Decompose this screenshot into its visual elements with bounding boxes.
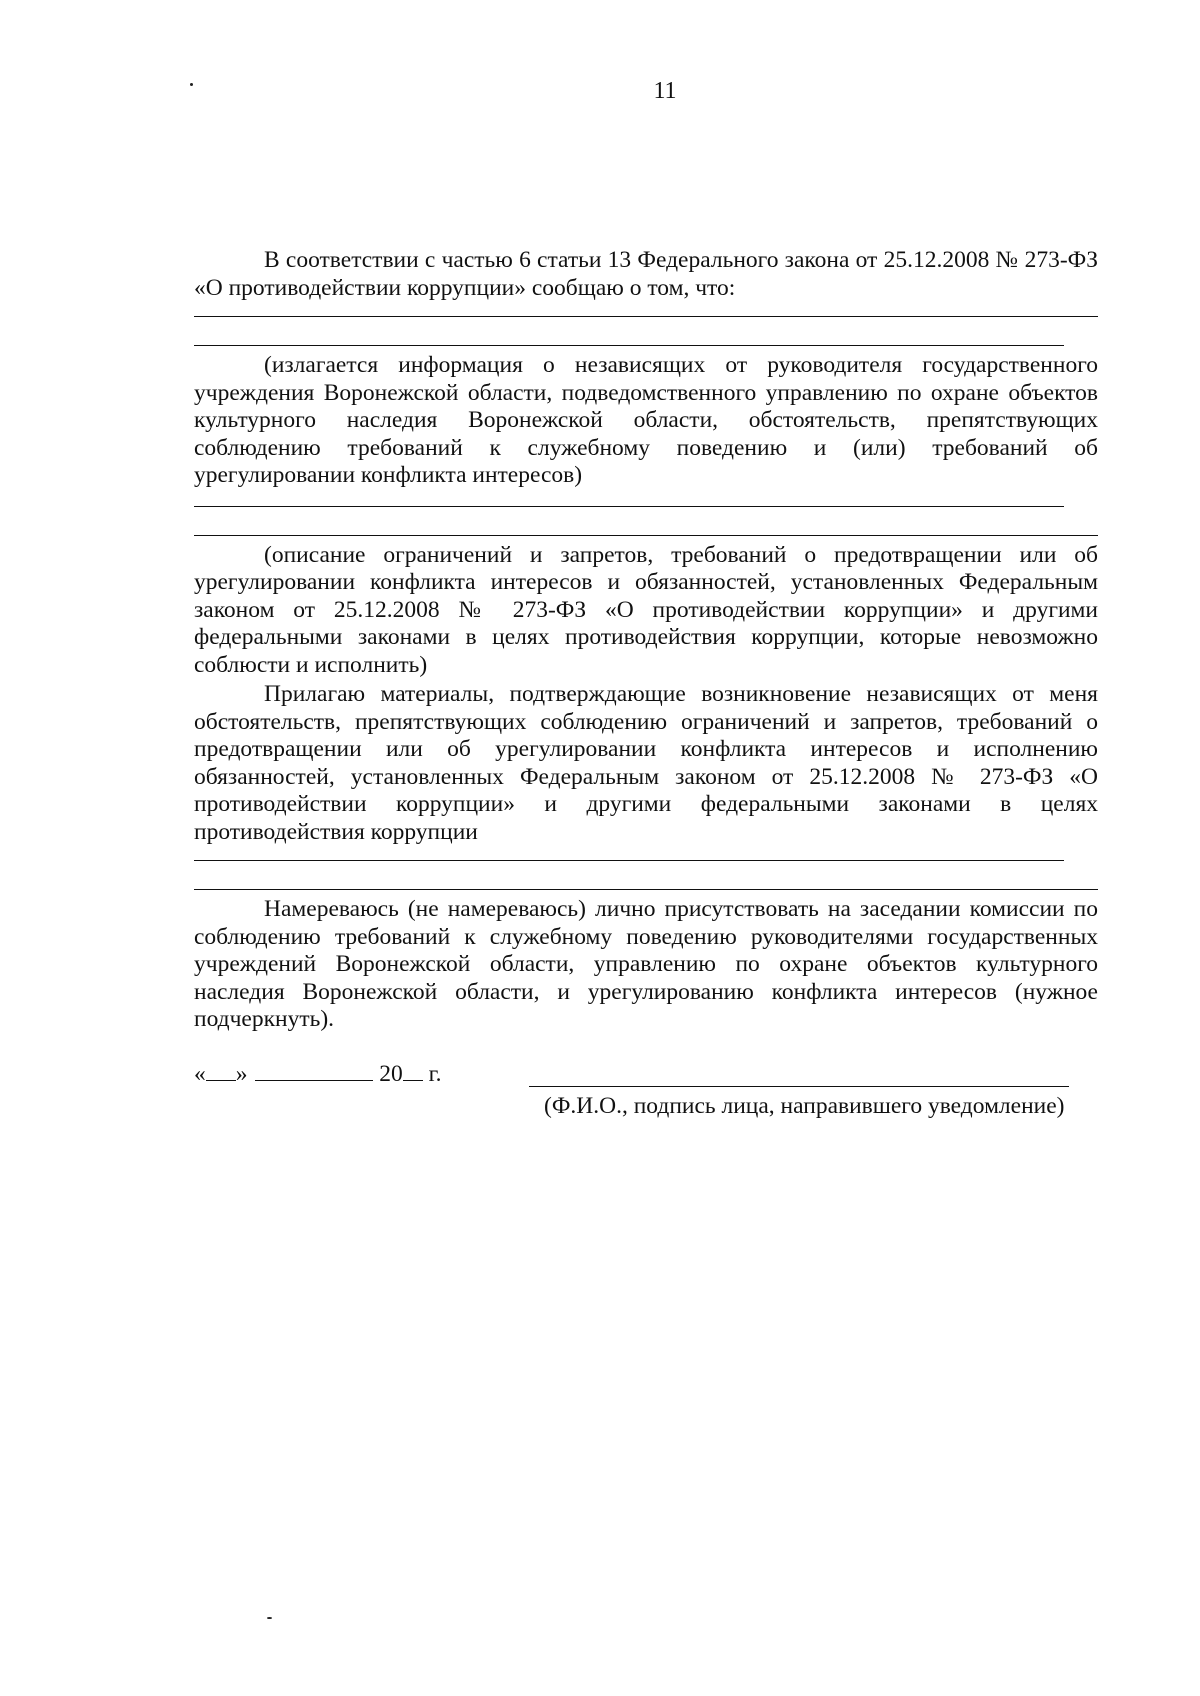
year-prefix: 20 xyxy=(379,1060,403,1087)
signature-line xyxy=(529,1086,1069,1087)
blank-line xyxy=(194,860,1064,861)
date-close-quote: » xyxy=(235,1060,248,1087)
intro-paragraph: В соответствии с частью 6 статьи 13 Федерального закона от 25.12.2008 № 273-ФЗ «О противодействии коррупции» сообщаю о том, что: xyxy=(194,247,1098,301)
circumstances-note: (излагается информация о независящих от руководителя государственного учреждения Воронежской области, подведомственного управлению по охране объектов культурного наследия Воронежской области, обстоятельств, препятствующих соблюдению требований к служебному поведению и (или) требований об урегулировании конфликта интересов) xyxy=(194,352,1098,488)
day-blank xyxy=(206,1060,236,1081)
page-number: 11 xyxy=(653,78,677,104)
restrictions-note: (описание ограничений и запретов, требований о предотвращении или об урегулировании конфликта интересов и обязанностей, установленных Федеральным законом от 25.12.2008 № 273-ФЗ «О противодействии коррупции» и другими федеральными законами в целях противодействия коррупции, которые невозможно соблюсти и исполнить) xyxy=(194,541,1098,678)
scan-speck xyxy=(267,1617,272,1619)
attachments-paragraph: Прилагаю материалы, подтверждающие возникновение независящих от меня обстоятельств, препятствующих соблюдению ограничений и запретов, требований о предотвращении или об урегулировании конфликта интересов и исполнению обязанностей, установленных Федеральным законом от 25.12.2008 № 273-ФЗ «О противодействии коррупции» и другими федеральными законами в целях противодействия коррупции xyxy=(194,681,1098,845)
month-blank xyxy=(255,1060,373,1081)
attendance-intent-paragraph: Намереваюсь (не намереваюсь) лично присутствовать на заседании комиссии по соблюдению требований к служебному поведению руководителями государственных учреждений Воронежской области, управлению по охране объектов культурного наследия Воронежской области, и урегулированию конфликта интересов (нужное подчеркнуть). xyxy=(194,896,1098,1032)
date-field xyxy=(194,1060,442,1088)
year-suffix: г. xyxy=(428,1060,442,1087)
signature-caption: (Ф.И.О., подпись лица, направившего уведомление) xyxy=(544,1093,1065,1119)
blank-line xyxy=(194,535,1098,536)
blank-line xyxy=(194,506,1064,507)
date-and-signature-line xyxy=(194,1054,1098,1094)
date-open-quote: « xyxy=(194,1060,206,1087)
blank-line xyxy=(194,316,1098,317)
blank-line xyxy=(194,345,1064,346)
year-blank xyxy=(403,1060,423,1081)
notification-body xyxy=(194,247,1098,1094)
blank-line xyxy=(194,889,1098,890)
